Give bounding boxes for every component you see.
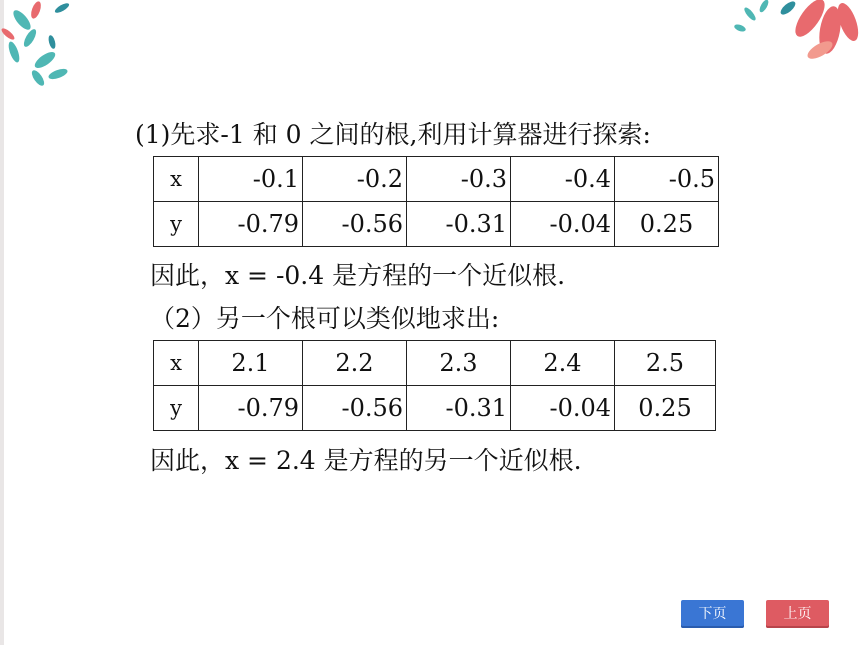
y-value: 0.25 bbox=[615, 386, 716, 431]
x-value: 2.4 bbox=[511, 341, 615, 386]
y-value: 0.25 bbox=[615, 202, 719, 247]
y-value: -0.31 bbox=[407, 202, 511, 247]
next-page-button[interactable]: 下页 bbox=[681, 600, 744, 628]
x-value: -0.1 bbox=[199, 157, 303, 202]
values-table-2 bbox=[153, 340, 716, 431]
previous-page-button[interactable]: 上页 bbox=[766, 600, 829, 628]
y-value: -0.04 bbox=[511, 202, 615, 247]
leaf-decoration-icon bbox=[0, 0, 80, 95]
y-value: -0.79 bbox=[199, 202, 303, 247]
y-value: -0.79 bbox=[199, 386, 303, 431]
part2-intro: （2）另一个根可以类似地求出: bbox=[150, 304, 500, 333]
x-value: -0.5 bbox=[615, 157, 719, 202]
x-header: x bbox=[154, 157, 199, 202]
y-header: y bbox=[154, 202, 199, 247]
conclusion-2: 因此，x = 2.4 是方程的另一个近似根. bbox=[150, 446, 582, 475]
x-value: 2.3 bbox=[407, 341, 511, 386]
x-value: -0.2 bbox=[303, 157, 407, 202]
x-value: 2.1 bbox=[199, 341, 303, 386]
table-row bbox=[154, 157, 719, 202]
left-edge-strip bbox=[0, 0, 4, 645]
x-value: -0.4 bbox=[511, 157, 615, 202]
x-value: 2.5 bbox=[615, 341, 716, 386]
table-row bbox=[154, 341, 716, 386]
y-header: y bbox=[154, 386, 199, 431]
x-value: 2.2 bbox=[303, 341, 407, 386]
y-value: -0.04 bbox=[511, 386, 615, 431]
values-table-1 bbox=[153, 156, 719, 247]
conclusion-1: 因此，x = -0.4 是方程的一个近似根. bbox=[150, 261, 566, 290]
x-header: x bbox=[154, 341, 199, 386]
part1-intro: (1)先求-1 和 0 之间的根,利用计算器进行探索: bbox=[135, 120, 651, 149]
y-value: -0.31 bbox=[407, 386, 511, 431]
y-value: -0.56 bbox=[303, 202, 407, 247]
table-row bbox=[154, 202, 719, 247]
table-row bbox=[154, 386, 716, 431]
leaf-decoration-icon bbox=[730, 0, 860, 70]
x-value: -0.3 bbox=[407, 157, 511, 202]
y-value: -0.56 bbox=[303, 386, 407, 431]
